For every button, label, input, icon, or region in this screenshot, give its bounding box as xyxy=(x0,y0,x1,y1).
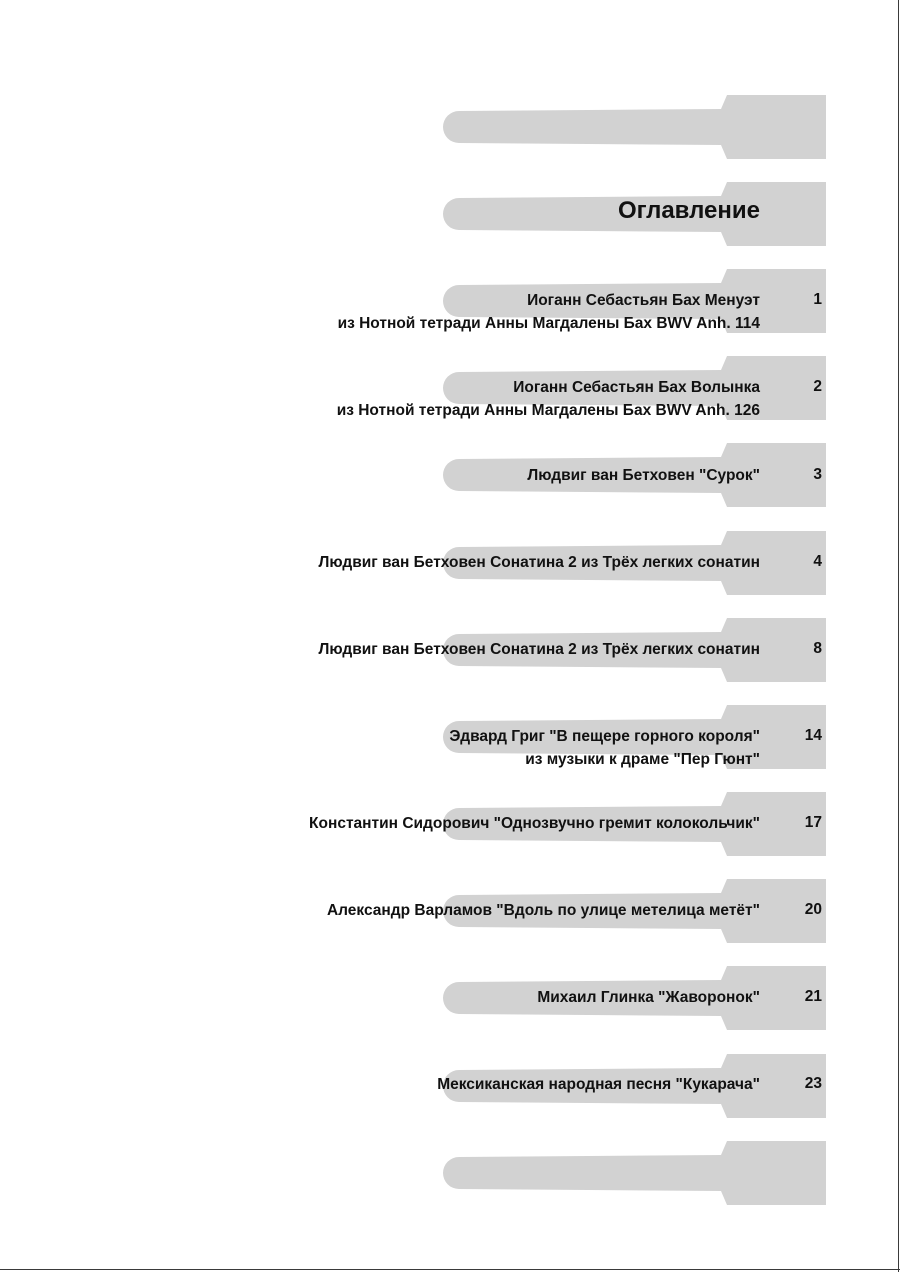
tab-shape xyxy=(441,1141,826,1205)
toc-entry-9 xyxy=(537,986,760,1009)
page-number-6: 14 xyxy=(804,727,822,744)
page-number-3: 3 xyxy=(813,466,822,483)
entry-8-line-1: Александр Варламов "Вдоль по улице метелица метёт" xyxy=(326,902,760,919)
page-number-8: 20 xyxy=(804,901,822,918)
toc-entry-4 xyxy=(318,551,760,574)
entry-7-line-1: Константин Сидорович "Однозвучно гремит колокольчик" xyxy=(309,815,760,832)
tab-shape-path xyxy=(443,1141,826,1205)
page-number-10: 23 xyxy=(804,1075,822,1092)
entry-9-line-1: Михаил Глинка "Жаворонок" xyxy=(537,989,760,1006)
entry-10-line-1: Мексиканская народная песня "Кукарача" xyxy=(437,1076,760,1093)
page-number-5: 8 xyxy=(813,640,822,657)
entry-3-line-1: Людвиг ван Бетховен "Сурок" xyxy=(527,467,760,484)
entry-2-line-2: из Нотной тетради Анны Магдалены Бах BWV Anh. 126 xyxy=(336,402,760,419)
toc-entry-5 xyxy=(318,638,760,661)
entry-1-line-1: Иоганн Себастьян Бах Менуэт xyxy=(527,292,760,309)
entry-4-line-1: Людвиг ван Бетховен Сонатина 2 из Трёх легких сонатин xyxy=(318,554,760,571)
page-number-2: 2 xyxy=(813,378,822,395)
toc-entry-7 xyxy=(309,812,760,835)
toc-entry-2 xyxy=(337,376,760,422)
tab-shape xyxy=(441,95,826,159)
toc-entry-6 xyxy=(449,725,760,771)
toc-entry-10 xyxy=(437,1073,760,1096)
entry-1-line-2: из Нотной тетради Анны Магдалены Бах BWV Anh. 114 xyxy=(337,315,760,332)
toc-entry-3 xyxy=(527,464,760,487)
entry-6-line-2: из музыки к драме "Пер Гюнт" xyxy=(525,751,760,768)
page-title: Оглавление xyxy=(618,197,760,224)
entry-6-line-1: Эдвард Григ "В пещере горного короля" xyxy=(449,728,760,745)
toc-entry-8 xyxy=(327,899,760,922)
page-number-9: 21 xyxy=(804,988,822,1005)
page-number-7: 17 xyxy=(804,814,822,831)
toc-entry-1 xyxy=(338,289,760,335)
entry-5-line-1: Людвиг ван Бетховен Сонатина 2 из Трёх легких сонатин xyxy=(318,641,760,658)
page-number-1: 1 xyxy=(813,291,822,308)
page-border-bottom xyxy=(0,1269,900,1270)
entry-2-line-1: Иоганн Себастьян Бах Волынка xyxy=(513,379,760,396)
page-number-4: 4 xyxy=(813,553,822,570)
tab-shape-path xyxy=(443,95,826,159)
page-border-right xyxy=(898,0,899,1272)
